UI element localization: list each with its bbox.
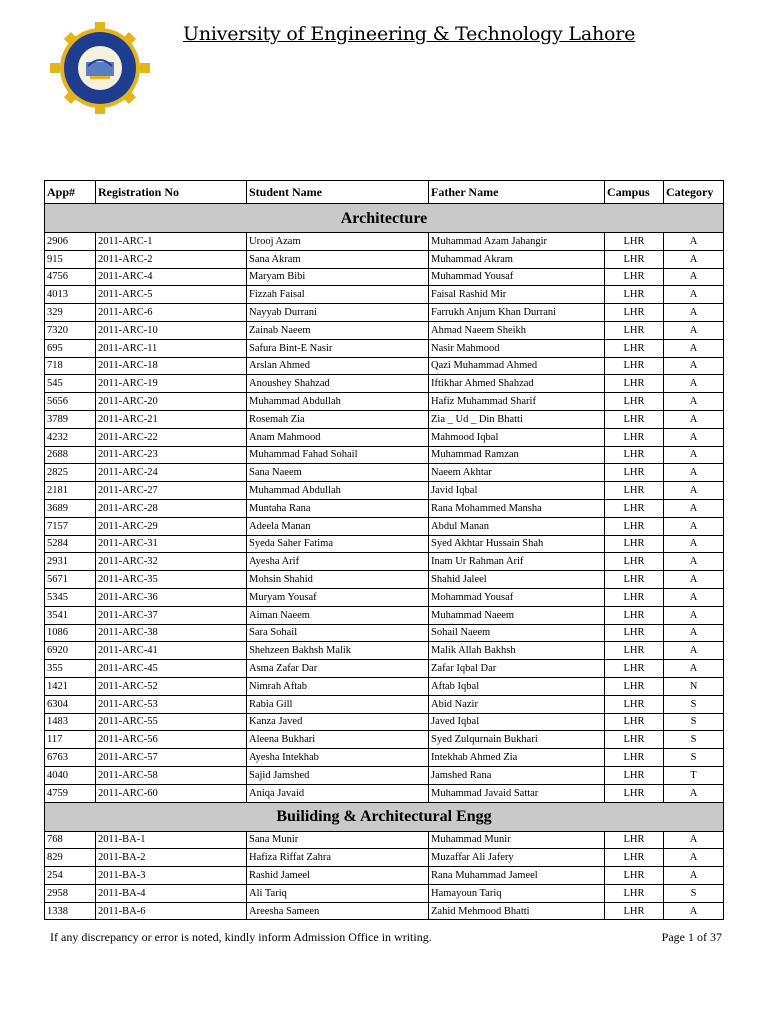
cell-campus: LHR [605,784,664,802]
table-row [45,731,724,749]
cell-student-name: Muntaha Rana [247,499,429,517]
cell-student-name: Areesha Sameen [247,902,429,920]
cell-father-name: Mahmood Iqbal [429,428,605,446]
cell-father-name: Hafiz Muhammad Sharif [429,393,605,411]
cell-category: A [664,517,724,535]
table-row [45,831,724,849]
cell-app-no: 6920 [45,642,96,660]
cell-student-name: Sana Munir [247,831,429,849]
table-row [45,268,724,286]
cell-category: A [664,535,724,553]
cell-app-no: 3541 [45,606,96,624]
cell-category: A [664,446,724,464]
cell-registration-no: 2011-BA-1 [96,831,247,849]
table-row [45,624,724,642]
cell-student-name: Fizzah Faisal [247,286,429,304]
table-row [45,867,724,885]
cell-student-name: Rabia Gill [247,695,429,713]
cell-student-name: Ali Tariq [247,884,429,902]
section-title: Architecture [45,204,724,233]
cell-student-name: Muryam Yousaf [247,588,429,606]
cell-student-name: Sajid Jamshed [247,766,429,784]
table-row [45,695,724,713]
cell-category: A [664,464,724,482]
table-row [45,902,724,920]
cell-student-name: Rosemah Zia [247,410,429,428]
table-row [45,428,724,446]
cell-app-no: 4756 [45,268,96,286]
cell-registration-no: 2011-ARC-35 [96,571,247,589]
cell-student-name: Aniqa Javaid [247,784,429,802]
cell-registration-no: 2011-BA-2 [96,849,247,867]
cell-category: A [664,428,724,446]
cell-campus: LHR [605,624,664,642]
cell-campus: LHR [605,588,664,606]
cell-app-no: 4232 [45,428,96,446]
cell-registration-no: 2011-ARC-31 [96,535,247,553]
cell-category: A [664,902,724,920]
cell-app-no: 4759 [45,784,96,802]
cell-category: A [664,286,724,304]
cell-category: A [664,606,724,624]
cell-campus: LHR [605,731,664,749]
cell-father-name: Inam Ur Rahman Arif [429,553,605,571]
cell-app-no: 4040 [45,766,96,784]
cell-category: A [664,482,724,500]
cell-category: A [664,642,724,660]
cell-student-name: Anoushey Shahzad [247,375,429,393]
cell-registration-no: 2011-ARC-58 [96,766,247,784]
cell-registration-no: 2011-BA-3 [96,867,247,885]
cell-campus: LHR [605,553,664,571]
cell-campus: LHR [605,482,664,500]
cell-registration-no: 2011-ARC-2 [96,250,247,268]
cell-app-no: 2181 [45,482,96,500]
cell-campus: LHR [605,642,664,660]
cell-app-no: 1338 [45,902,96,920]
cell-campus: LHR [605,250,664,268]
cell-app-no: 5656 [45,393,96,411]
cell-student-name: Adeela Manan [247,517,429,535]
cell-app-no: 7157 [45,517,96,535]
cell-registration-no: 2011-ARC-22 [96,428,247,446]
cell-campus: LHR [605,446,664,464]
cell-category: A [664,784,724,802]
cell-category: N [664,677,724,695]
table-row [45,375,724,393]
cell-registration-no: 2011-ARC-18 [96,357,247,375]
table-row [45,499,724,517]
table-row [45,784,724,802]
column-header-category: Category [664,181,724,204]
cell-campus: LHR [605,713,664,731]
cell-category: A [664,304,724,322]
cell-registration-no: 2011-ARC-4 [96,268,247,286]
cell-app-no: 7320 [45,321,96,339]
cell-app-no: 915 [45,250,96,268]
table-row [45,749,724,767]
cell-father-name: Ahmad Naeem Sheikh [429,321,605,339]
cell-category: A [664,393,724,411]
footer-note: If any discrepancy or error is noted, kindly inform Admission Office in writing. [50,930,432,944]
table-row [45,766,724,784]
column-header-registration-no: Registration No [96,181,247,204]
cell-campus: LHR [605,268,664,286]
table-row [45,250,724,268]
column-header-father-name: Father Name [429,181,605,204]
table-row [45,677,724,695]
table-row [45,357,724,375]
cell-campus: LHR [605,867,664,885]
cell-registration-no: 2011-ARC-28 [96,499,247,517]
cell-father-name: Muhammad Akram [429,250,605,268]
cell-campus: LHR [605,902,664,920]
cell-student-name: Syeda Saher Fatima [247,535,429,553]
cell-father-name: Muhammad Munir [429,831,605,849]
cell-campus: LHR [605,849,664,867]
table-row [45,321,724,339]
cell-father-name: Shahid Jaleel [429,571,605,589]
cell-registration-no: 2011-ARC-20 [96,393,247,411]
cell-app-no: 4013 [45,286,96,304]
cell-father-name: Muhammad Yousaf [429,268,605,286]
cell-student-name: Ayesha Arif [247,553,429,571]
cell-category: A [664,233,724,251]
cell-category: A [664,499,724,517]
cell-student-name: Aiman Naeem [247,606,429,624]
cell-category: T [664,766,724,784]
cell-category: S [664,749,724,767]
cell-category: S [664,695,724,713]
cell-campus: LHR [605,606,664,624]
cell-app-no: 6763 [45,749,96,767]
cell-campus: LHR [605,884,664,902]
cell-father-name: Javid Iqbal [429,482,605,500]
cell-father-name: Zafar Iqbal Dar [429,660,605,678]
table-row [45,571,724,589]
page-number: Page 1 of 37 [661,930,722,944]
cell-student-name: Sana Naeem [247,464,429,482]
cell-father-name: Intekhab Ahmed Zia [429,749,605,767]
cell-app-no: 3789 [45,410,96,428]
cell-campus: LHR [605,233,664,251]
cell-father-name: Jamshed Rana [429,766,605,784]
cell-category: A [664,375,724,393]
university-logo [50,22,150,114]
cell-campus: LHR [605,375,664,393]
cell-father-name: Muhammad Azam Jahangir [429,233,605,251]
cell-app-no: 117 [45,731,96,749]
cell-father-name: Abid Nazir [429,695,605,713]
cell-registration-no: 2011-ARC-37 [96,606,247,624]
cell-student-name: Ayesha Intekhab [247,749,429,767]
cell-father-name: Muhammad Naeem [429,606,605,624]
cell-registration-no: 2011-ARC-5 [96,286,247,304]
table-row [45,286,724,304]
cell-campus: LHR [605,660,664,678]
cell-student-name: Maryam Bibi [247,268,429,286]
cell-app-no: 1421 [45,677,96,695]
cell-registration-no: 2011-ARC-1 [96,233,247,251]
cell-registration-no: 2011-ARC-11 [96,339,247,357]
cell-registration-no: 2011-BA-6 [96,902,247,920]
cell-registration-no: 2011-ARC-56 [96,731,247,749]
cell-app-no: 254 [45,867,96,885]
cell-campus: LHR [605,410,664,428]
cell-student-name: Safura Bint-E Nasir [247,339,429,357]
table-row [45,606,724,624]
table-row [45,393,724,411]
cell-student-name: Sara Sohail [247,624,429,642]
cell-student-name: Kanza Javed [247,713,429,731]
cell-campus: LHR [605,304,664,322]
cell-app-no: 5284 [45,535,96,553]
cell-father-name: Zia _ Ud _ Din Bhatti [429,410,605,428]
cell-campus: LHR [605,831,664,849]
cell-registration-no: 2011-BA-4 [96,884,247,902]
cell-category: S [664,884,724,902]
cell-campus: LHR [605,677,664,695]
cell-category: S [664,713,724,731]
cell-app-no: 329 [45,304,96,322]
cell-father-name: Muhammad Javaid Sattar [429,784,605,802]
cell-category: A [664,831,724,849]
cell-father-name: Muzaffar Ali Jafery [429,849,605,867]
cell-father-name: Hamayoun Tariq [429,884,605,902]
cell-campus: LHR [605,339,664,357]
cell-app-no: 2931 [45,553,96,571]
cell-father-name: Aftab Iqbal [429,677,605,695]
cell-category: A [664,849,724,867]
cell-student-name: Nimrah Aftab [247,677,429,695]
cell-category: A [664,410,724,428]
cell-app-no: 2958 [45,884,96,902]
cell-category: A [664,588,724,606]
cell-category: A [664,624,724,642]
cell-father-name: Zahid Mehmood Bhatti [429,902,605,920]
table-row [45,849,724,867]
cell-father-name: Sohail Naeem [429,624,605,642]
cell-registration-no: 2011-ARC-32 [96,553,247,571]
cell-father-name: Qazi Muhammad Ahmed [429,357,605,375]
table-row [45,304,724,322]
table-row [45,233,724,251]
table-row [45,535,724,553]
cell-registration-no: 2011-ARC-21 [96,410,247,428]
table-row [45,517,724,535]
cell-category: A [664,321,724,339]
cell-campus: LHR [605,464,664,482]
cell-category: A [664,553,724,571]
cell-category: A [664,867,724,885]
table-row [45,713,724,731]
cell-registration-no: 2011-ARC-29 [96,517,247,535]
cell-registration-no: 2011-ARC-60 [96,784,247,802]
cell-registration-no: 2011-ARC-36 [96,588,247,606]
cell-student-name: Muhammad Fahad Sohail [247,446,429,464]
cell-father-name: Farrukh Anjum Khan Durrani [429,304,605,322]
table-row [45,642,724,660]
cell-father-name: Javed Iqbal [429,713,605,731]
cell-father-name: Nasir Mahmood [429,339,605,357]
cell-student-name: Zainab Naeem [247,321,429,339]
cell-category: A [664,268,724,286]
section-header-row [45,802,724,831]
cell-registration-no: 2011-ARC-19 [96,375,247,393]
section-header-row [45,204,724,233]
cell-student-name: Sana Akram [247,250,429,268]
cell-registration-no: 2011-ARC-6 [96,304,247,322]
cell-campus: LHR [605,571,664,589]
cell-father-name: Malik Allah Bakhsh [429,642,605,660]
column-header-campus: Campus [605,181,664,204]
cell-registration-no: 2011-ARC-52 [96,677,247,695]
table-header-row [45,181,724,204]
cell-father-name: Rana Muhammad Jameel [429,867,605,885]
cell-campus: LHR [605,517,664,535]
cell-campus: LHR [605,499,664,517]
column-header-student-name: Student Name [247,181,429,204]
cell-app-no: 2825 [45,464,96,482]
cell-category: A [664,571,724,589]
cell-app-no: 1483 [45,713,96,731]
section-title: Builiding & Architectural Engg [45,802,724,831]
cell-student-name: Rashid Jameel [247,867,429,885]
cell-app-no: 6304 [45,695,96,713]
cell-student-name: Mohsin Shahid [247,571,429,589]
cell-father-name: Iftikhar Ahmed Shahzad [429,375,605,393]
table-row [45,339,724,357]
cell-app-no: 545 [45,375,96,393]
table-row [45,884,724,902]
cell-registration-no: 2011-ARC-23 [96,446,247,464]
cell-father-name: Faisal Rashid Mir [429,286,605,304]
cell-campus: LHR [605,766,664,784]
page-title: University of Engineering & Technology Lahore [183,23,636,45]
table-row [45,464,724,482]
cell-app-no: 2688 [45,446,96,464]
cell-campus: LHR [605,749,664,767]
cell-category: A [664,339,724,357]
cell-category: S [664,731,724,749]
cell-category: A [664,660,724,678]
cell-app-no: 768 [45,831,96,849]
cell-registration-no: 2011-ARC-45 [96,660,247,678]
cell-campus: LHR [605,357,664,375]
cell-registration-no: 2011-ARC-55 [96,713,247,731]
admission-list-table [44,180,724,920]
cell-student-name: Anam Mahmood [247,428,429,446]
table-row [45,660,724,678]
cell-student-name: Muhammad Abdullah [247,393,429,411]
cell-father-name: Syed Zulqurnain Bukhari [429,731,605,749]
cell-student-name: Hafiza Riffat Zahra [247,849,429,867]
cell-registration-no: 2011-ARC-57 [96,749,247,767]
cell-app-no: 2906 [45,233,96,251]
cell-registration-no: 2011-ARC-53 [96,695,247,713]
cell-app-no: 5671 [45,571,96,589]
cell-category: A [664,357,724,375]
cell-father-name: Mohammad Yousaf [429,588,605,606]
cell-student-name: Aleena Bukhari [247,731,429,749]
cell-registration-no: 2011-ARC-41 [96,642,247,660]
cell-app-no: 718 [45,357,96,375]
cell-student-name: Muhammad Abdullah [247,482,429,500]
cell-campus: LHR [605,695,664,713]
cell-app-no: 5345 [45,588,96,606]
cell-registration-no: 2011-ARC-10 [96,321,247,339]
cell-campus: LHR [605,428,664,446]
cell-student-name: Urooj Azam [247,233,429,251]
cell-app-no: 829 [45,849,96,867]
cell-student-name: Arslan Ahmed [247,357,429,375]
cell-app-no: 695 [45,339,96,357]
table-row [45,482,724,500]
cell-campus: LHR [605,286,664,304]
cell-campus: LHR [605,393,664,411]
cell-registration-no: 2011-ARC-27 [96,482,247,500]
cell-registration-no: 2011-ARC-38 [96,624,247,642]
cell-father-name: Naeem Akhtar [429,464,605,482]
cell-app-no: 355 [45,660,96,678]
table-row [45,410,724,428]
cell-father-name: Abdul Manan [429,517,605,535]
column-header-app-no: App# [45,181,96,204]
table-row [45,553,724,571]
cell-registration-no: 2011-ARC-24 [96,464,247,482]
cell-campus: LHR [605,535,664,553]
cell-student-name: Asma Zafar Dar [247,660,429,678]
cell-father-name: Syed Akhtar Hussain Shah [429,535,605,553]
table-row [45,588,724,606]
cell-campus: LHR [605,321,664,339]
cell-app-no: 1086 [45,624,96,642]
cell-father-name: Muhammad Ramzan [429,446,605,464]
table-row [45,446,724,464]
cell-app-no: 3689 [45,499,96,517]
cell-student-name: Nayyab Durrani [247,304,429,322]
cell-student-name: Shehzeen Bakhsh Malik [247,642,429,660]
cell-category: A [664,250,724,268]
cell-father-name: Rana Mohammed Mansha [429,499,605,517]
